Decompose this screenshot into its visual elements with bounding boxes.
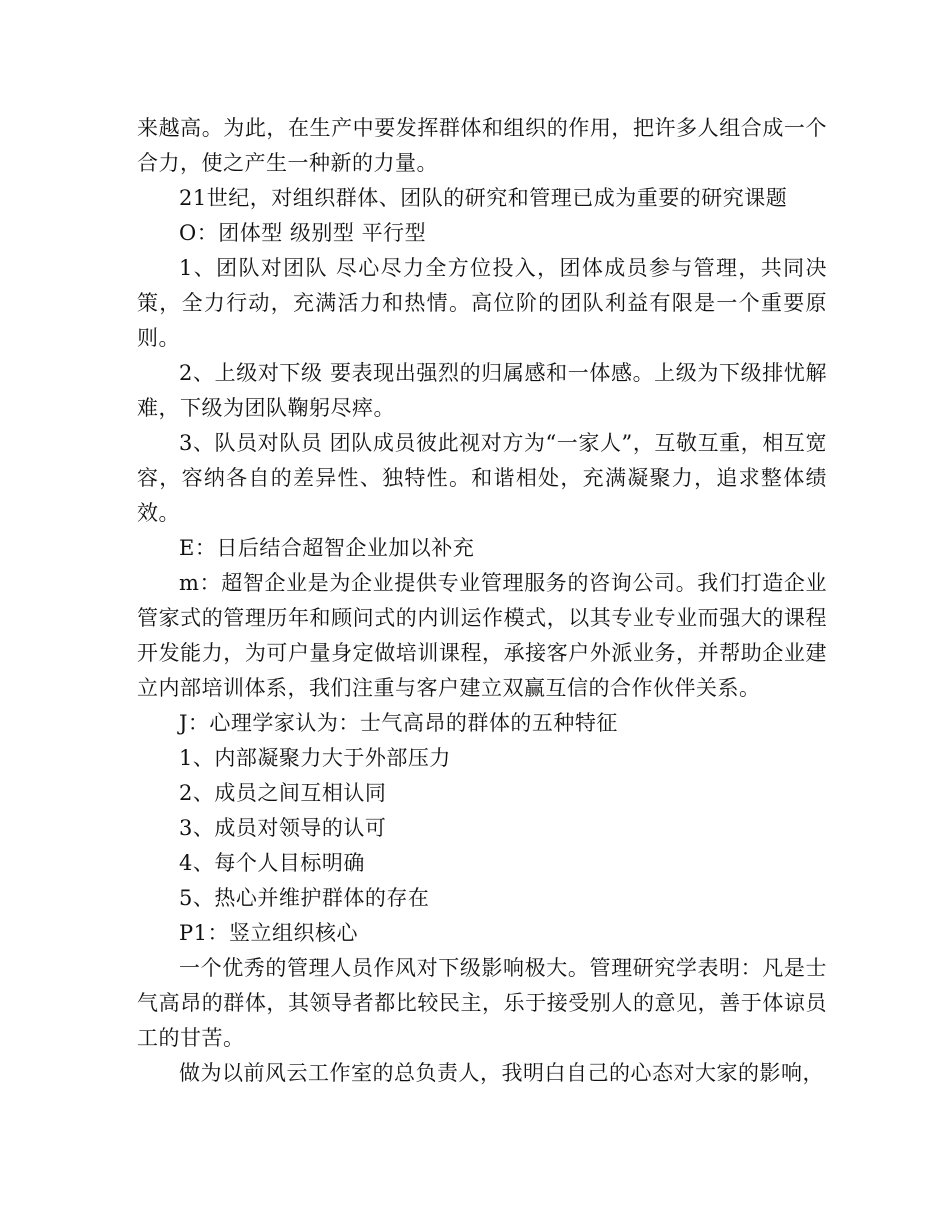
paragraph-14: 5、热心并维护群体的存在 [179,886,430,910]
paragraph-15: P1：竖立组织核心 [179,921,358,945]
paragraph-10: 1、内部凝聚力大于外部压力 [179,746,451,770]
paragraph-3: O：团体型 级别型 平行型 [179,221,427,245]
paragraph-4: 1、团队对团队 尽心尽力全方位投入，团体成员参与管理，共同决策，全力行动，充满活力和热情。高位阶的团队利益有限是一个重要原则。 [137,256,827,350]
paragraph-16: 一个优秀的管理人员作风对下级影响极大。管理研究学表明：凡是士气高昂的群体，其领导者都比较民主，乐于接受别人的意见，善于体谅员工的甘苦。 [137,956,827,1050]
paragraph-11: 2、成员之间互相认同 [179,781,387,805]
document-body [137,111,827,1091]
paragraph-5: 2、上级对下级 要表现出强烈的归属感和一体感。上级为下级排忧解难，下级为团队鞠躬尽瘁。 [137,361,827,420]
paragraph-2: 21世纪，对组织群体、团队的研究和管理已成为重要的研究课题 [179,186,788,210]
paragraph-6: 3、队员对队员 团队成员彼此视对方为“一家人”，互敬互重，相互宽容，容纳各自的差异性、独特性。和谐相处，充满凝聚力，追求整体绩效。 [137,431,827,525]
paragraph-12: 3、成员对领导的认可 [179,816,387,840]
paragraph-7: E：日后结合超智企业加以补充 [179,536,475,560]
paragraph-1: 来越高。为此，在生产中要发挥群体和组织的作用，把许多人组合成一个合力，使之产生一种新的力量。 [137,116,827,175]
paragraph-8: m：超智企业是为企业提供专业管理服务的咨询公司。我们打造企业管家式的管理历年和顾问式的内训运作模式，以其专业专业而强大的课程开发能力，为可户量身定做培训课程，承接客户外派业务，并帮助企业建立内部培训体系，我们注重与客户建立双赢互信的合作伙伴关系。 [137,571,827,700]
paragraph-17: 做为以前风云工作室的总负责人，我明白自己的心态对大家的影响， [179,1061,824,1085]
paragraph-13: 4、每个人目标明确 [179,851,365,875]
paragraph-9: J：心理学家认为：士气高昂的群体的五种特征 [179,711,618,735]
